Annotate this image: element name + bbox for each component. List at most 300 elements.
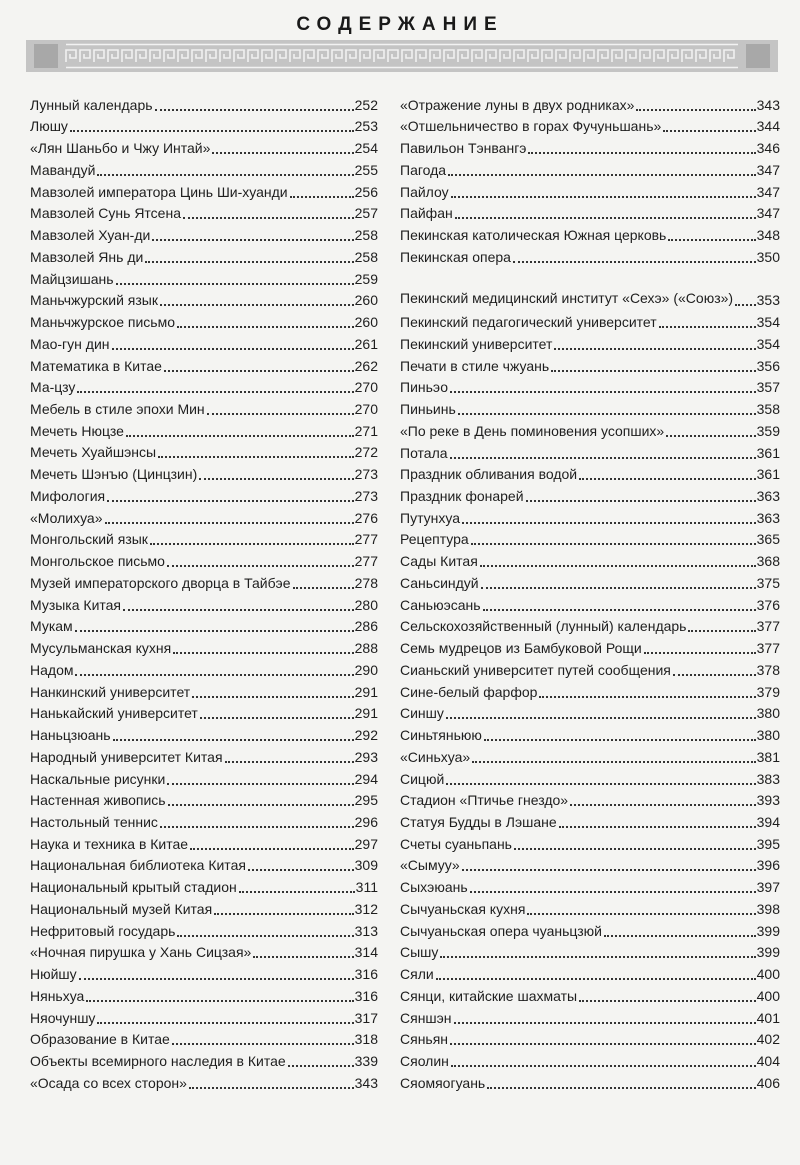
toc-entry-title: Мао-гун дин xyxy=(30,335,110,352)
toc-entry-page: 316 xyxy=(354,966,378,983)
toc-entry-page: 271 xyxy=(354,422,378,439)
dot-leader xyxy=(177,326,354,328)
dot-leader xyxy=(559,826,756,828)
toc-entry[interactable] xyxy=(30,701,378,723)
toc-entry-page: 380 xyxy=(756,727,780,744)
toc-entry[interactable] xyxy=(30,940,378,962)
toc-entry[interactable] xyxy=(400,788,780,810)
toc-entry[interactable] xyxy=(30,527,378,549)
toc-entry[interactable] xyxy=(400,527,780,549)
toc-entry[interactable] xyxy=(30,657,378,679)
toc-entry[interactable] xyxy=(30,266,378,288)
toc-entry[interactable] xyxy=(400,353,780,375)
toc-entry[interactable] xyxy=(400,940,780,962)
toc-entry-title: Мавзолей императора Цинь Ши-хуанди xyxy=(30,183,288,200)
dot-leader xyxy=(183,217,354,219)
dot-leader xyxy=(446,717,756,719)
toc-entry-page: 394 xyxy=(756,814,780,830)
toc-entry-page: 313 xyxy=(354,922,378,939)
toc-entry[interactable] xyxy=(400,440,780,462)
toc-entry-page: 348 xyxy=(756,227,780,244)
toc-entry-page: 293 xyxy=(354,748,378,765)
dot-leader xyxy=(462,869,756,871)
dot-leader xyxy=(152,239,353,241)
dot-leader xyxy=(173,652,353,654)
dot-leader xyxy=(112,348,354,350)
dot-leader xyxy=(450,391,756,393)
dot-leader xyxy=(526,500,756,502)
toc-entry[interactable] xyxy=(30,1027,378,1049)
toc-entry-page: 376 xyxy=(756,596,780,613)
toc-entry[interactable] xyxy=(400,92,780,114)
dot-leader xyxy=(579,478,756,480)
toc-entry[interactable] xyxy=(400,1048,780,1070)
toc-entry-page: 259 xyxy=(354,270,378,287)
toc-entry-title: Нюйшу xyxy=(30,966,77,983)
toc-entry[interactable] xyxy=(30,92,378,114)
toc-entry-title: Сельскохозяйственный (лунный) календарь xyxy=(400,618,687,635)
toc-entry-title: Саньюэсань xyxy=(400,596,481,613)
toc-entry-title: Пекинский медицинский институт «Сехэ» («Союз») xyxy=(400,289,734,306)
dot-leader xyxy=(160,304,354,306)
toc-entry-page: 354 xyxy=(756,335,780,352)
toc-entry-title: Музыка Китая xyxy=(30,596,122,613)
toc-entry[interactable] xyxy=(400,918,780,940)
page-title: СОДЕРЖАНИЕ xyxy=(296,14,504,35)
toc-entry-page: 288 xyxy=(354,640,378,657)
toc-entry[interactable] xyxy=(400,766,780,788)
toc-entry-page: 347 xyxy=(756,161,780,178)
toc-entry-title: Сышу xyxy=(400,944,439,961)
toc-entry-page: 257 xyxy=(354,205,378,222)
toc-entry-title: Сине-белый фарфор xyxy=(400,683,538,700)
dot-leader xyxy=(192,696,353,698)
toc-entry[interactable] xyxy=(30,440,378,462)
toc-entry-title: Павильон Тэнвангэ xyxy=(400,140,527,157)
dot-leader xyxy=(448,174,756,176)
dot-leader xyxy=(160,826,354,828)
dot-leader xyxy=(158,456,354,458)
toc-entry[interactable] xyxy=(30,1070,378,1092)
toc-entry-page: 277 xyxy=(354,531,378,548)
toc-entry-page: 256 xyxy=(354,183,378,200)
toc-entry[interactable] xyxy=(400,201,780,223)
dot-leader xyxy=(190,848,354,850)
toc-entry-page: 272 xyxy=(354,444,378,461)
toc-entry-title: Маньчжурское письмо xyxy=(30,314,175,331)
toc-entry[interactable] xyxy=(400,331,780,353)
toc-entry[interactable] xyxy=(30,201,378,223)
toc-entry-title: Сыхэюань xyxy=(400,879,468,896)
toc-entry[interactable] xyxy=(30,635,378,657)
toc-entry[interactable] xyxy=(30,918,378,940)
toc-entry-page: 309 xyxy=(354,857,378,874)
dot-leader xyxy=(126,435,354,437)
toc-entry-page: 383 xyxy=(756,770,780,787)
toc-entry-title: Национальная библиотека Китая xyxy=(30,857,246,874)
toc-entry-title: Рецептура xyxy=(400,531,469,548)
toc-entry-title: Мечеть Нюцзе xyxy=(30,422,124,439)
toc-entry-title: Праздник фонарей xyxy=(400,487,524,504)
toc-entry-title: Путунхуа xyxy=(400,509,460,526)
toc-entry-page: 402 xyxy=(756,1031,780,1048)
toc-entry-title: Пекинский педагогический университет xyxy=(400,314,657,331)
toc-entry-page: 393 xyxy=(756,792,780,809)
toc-entry-page: 397 xyxy=(756,879,780,896)
toc-entry-title: Лунный календарь xyxy=(30,96,153,113)
toc-entry[interactable] xyxy=(400,961,780,983)
toc-entry-title: Сяншэн xyxy=(400,1009,452,1026)
toc-entry-title: «Молихуа» xyxy=(30,509,103,526)
toc-entry-title: Пайлоу xyxy=(400,183,449,200)
toc-entry-title: Статуя Будды в Лэшане xyxy=(400,814,557,830)
toc-entry[interactable] xyxy=(400,309,780,331)
toc-entry[interactable] xyxy=(30,1005,378,1027)
toc-entry[interactable] xyxy=(400,679,780,701)
toc-entry-page: 350 xyxy=(756,248,780,265)
toc-entry[interactable] xyxy=(400,114,780,136)
toc-entry-page: 273 xyxy=(354,487,378,504)
dot-leader xyxy=(436,978,756,980)
toc-entry-title: Пекинская опера xyxy=(400,248,511,265)
toc-left-column xyxy=(30,92,378,1092)
toc-entry-title: Няочуншу xyxy=(30,1009,96,1026)
dot-leader xyxy=(116,283,354,285)
dot-leader xyxy=(248,869,354,871)
toc-entry[interactable] xyxy=(30,288,378,310)
dot-leader xyxy=(155,109,354,111)
toc-entry-page: 378 xyxy=(756,661,780,678)
toc-entry-title: Праздник обливания водой xyxy=(400,466,578,483)
toc-entry-title: Нанкинский университет xyxy=(30,683,191,700)
toc-entry[interactable] xyxy=(30,135,378,157)
toc-entry-page: 381 xyxy=(756,748,780,765)
toc-entry-page: 377 xyxy=(756,640,780,657)
toc-entry-page: 273 xyxy=(354,466,378,483)
dot-leader xyxy=(207,413,354,415)
toc-entry[interactable] xyxy=(400,505,780,527)
dot-leader xyxy=(440,956,755,958)
dot-leader xyxy=(579,1000,756,1002)
toc-entry[interactable] xyxy=(400,896,780,918)
toc-entry-page: 375 xyxy=(756,574,780,591)
toc-entry-page: 344 xyxy=(756,118,780,135)
dot-leader xyxy=(288,1065,354,1067)
toc-entry-title: Люшу xyxy=(30,118,68,135)
toc-entry[interactable] xyxy=(400,570,780,592)
toc-entry-title: Национальный крытый стадион xyxy=(30,879,237,896)
toc-entry-page: 363 xyxy=(756,509,780,526)
toc-entry[interactable] xyxy=(30,874,378,896)
dot-leader xyxy=(455,217,756,219)
toc-entry-page: 262 xyxy=(354,357,378,374)
toc-entry-page: 270 xyxy=(354,401,378,418)
toc-entry[interactable] xyxy=(30,353,378,375)
dot-leader xyxy=(604,935,756,937)
toc-entry[interactable] xyxy=(400,375,780,397)
toc-entry-page: 361 xyxy=(756,466,780,483)
toc-entry[interactable] xyxy=(400,1070,780,1092)
dot-leader xyxy=(554,348,755,350)
toc-entry-title: Пиньинь xyxy=(400,401,456,418)
toc-entry-title: Сычуаньская опера чуаньцзюй xyxy=(400,922,602,939)
toc-entry-page: 358 xyxy=(756,401,780,418)
toc-entry[interactable] xyxy=(30,309,378,331)
toc-entry-title: Наньцзюань xyxy=(30,727,111,744)
toc-entry-page: 258 xyxy=(354,227,378,244)
toc-entry-title: Няньхуа xyxy=(30,987,85,1004)
dot-leader xyxy=(113,739,354,741)
toc-entry[interactable] xyxy=(400,396,780,418)
toc-entry[interactable] xyxy=(400,635,780,657)
toc-entry-page: 343 xyxy=(354,1074,378,1091)
dot-leader xyxy=(77,391,353,393)
dot-leader xyxy=(79,978,354,980)
toc-entry-title: Монгольское письмо xyxy=(30,553,165,570)
toc-entry-title: Нефритовый государь xyxy=(30,922,176,939)
dot-leader xyxy=(212,152,353,154)
toc-entry-title: Потала xyxy=(400,444,448,461)
toc-entry-page: 347 xyxy=(756,183,780,200)
toc-entry[interactable] xyxy=(30,766,378,788)
toc-entry[interactable] xyxy=(400,483,780,505)
toc-entry[interactable] xyxy=(30,548,378,570)
toc-entry-title: Сычуаньская кухня xyxy=(400,900,526,917)
dot-leader xyxy=(214,913,353,915)
toc-entry-page: 255 xyxy=(354,161,378,178)
dot-leader xyxy=(97,174,353,176)
dot-leader xyxy=(105,522,354,524)
toc-entry[interactable] xyxy=(30,1048,378,1070)
toc-right-column xyxy=(400,92,780,1092)
toc-entry[interactable] xyxy=(30,505,378,527)
toc-entry[interactable] xyxy=(30,461,378,483)
toc-entry[interactable] xyxy=(400,548,780,570)
toc-entry-page: 377 xyxy=(756,618,780,635)
dot-leader xyxy=(487,1087,755,1089)
dot-leader xyxy=(668,239,755,241)
toc-entry-page: 395 xyxy=(756,835,780,852)
toc-entry-page: 297 xyxy=(354,835,378,852)
toc-entry-title: Надом xyxy=(30,661,74,678)
toc-entry[interactable] xyxy=(30,853,378,875)
toc-entry-page: 380 xyxy=(756,705,780,722)
toc-entry[interactable] xyxy=(400,244,780,266)
toc-entry-title: Настенная живопись xyxy=(30,792,166,809)
toc-entry[interactable] xyxy=(30,679,378,701)
toc-entry[interactable] xyxy=(400,1027,780,1049)
dot-leader xyxy=(570,804,756,806)
dot-leader xyxy=(199,478,353,480)
dot-leader xyxy=(462,522,756,524)
toc-entry-page: 361 xyxy=(756,444,780,461)
toc-entry-title: Объекты всемирного наследия в Китае xyxy=(30,1053,286,1070)
toc-entry-title: Пайфан xyxy=(400,205,453,222)
toc-entry[interactable] xyxy=(400,179,780,201)
toc-entry[interactable] xyxy=(30,483,378,505)
toc-entry[interactable] xyxy=(30,614,378,636)
toc-entry-title: Мусульманская кухня xyxy=(30,640,172,657)
toc-entry[interactable] xyxy=(400,983,780,1005)
toc-entry-page: 379 xyxy=(756,683,780,700)
toc-entry-title: Мавзолей Сунь Ятсена xyxy=(30,205,181,222)
toc-entry-title: Сяомяогуань xyxy=(400,1074,486,1091)
toc-entry-page: 290 xyxy=(354,661,378,678)
dot-leader xyxy=(290,196,354,198)
toc-entry-title: «Осада со всех сторон» xyxy=(30,1074,187,1091)
dot-leader xyxy=(177,935,353,937)
dot-leader xyxy=(454,1022,756,1024)
toc-entry-title: Музей императорского дворца в Тайбэе xyxy=(30,574,291,591)
dot-leader xyxy=(167,783,353,785)
dot-leader xyxy=(527,913,755,915)
toc-entry-page: 252 xyxy=(354,96,378,113)
toc-entry[interactable] xyxy=(400,418,780,440)
toc-entry[interactable] xyxy=(400,831,780,853)
toc-entry[interactable] xyxy=(30,744,378,766)
toc-entry-title: Стадион «Птичье гнездо» xyxy=(400,792,569,809)
toc-entry[interactable] xyxy=(400,853,780,875)
toc-entry-title: Маньчжурский язык xyxy=(30,292,158,309)
toc-entry-page: 278 xyxy=(354,574,378,591)
toc-entry-page: 316 xyxy=(354,987,378,1004)
dot-leader xyxy=(666,435,755,437)
dot-leader xyxy=(483,609,756,611)
toc-entry-page: 400 xyxy=(756,987,780,1004)
toc-entry[interactable] xyxy=(30,418,378,440)
toc-entry-page: 354 xyxy=(756,314,780,331)
toc-entry[interactable] xyxy=(400,157,780,179)
toc-entry-page: 401 xyxy=(756,1009,780,1026)
dot-leader xyxy=(451,196,756,198)
dot-leader xyxy=(451,1065,756,1067)
toc-entry-title: Сицюй xyxy=(400,770,445,787)
toc-entry-page: 399 xyxy=(756,944,780,961)
toc-entry-page: 404 xyxy=(756,1053,780,1070)
dot-leader xyxy=(513,261,756,263)
toc-entry[interactable] xyxy=(30,722,378,744)
toc-entry-page: 296 xyxy=(354,813,378,830)
toc-entry-page: 254 xyxy=(354,140,378,157)
dot-leader xyxy=(470,891,756,893)
toc-entry-title: Синьтяньюю xyxy=(400,727,482,744)
toc-entry[interactable] xyxy=(400,222,780,244)
toc-entry[interactable] xyxy=(30,896,378,918)
toc-entry-title: Пекинская католическая Южная церковь xyxy=(400,227,667,244)
toc-entry-page: 291 xyxy=(354,683,378,700)
dot-leader xyxy=(172,1043,354,1045)
dot-leader xyxy=(688,630,755,632)
toc-entry-page: 363 xyxy=(756,487,780,504)
dot-leader xyxy=(107,500,354,502)
dot-leader xyxy=(75,674,353,676)
toc-entry[interactable] xyxy=(400,266,780,310)
toc-entry[interactable] xyxy=(400,722,780,744)
dot-leader xyxy=(167,565,354,567)
dot-leader xyxy=(673,674,756,676)
toc-entry[interactable] xyxy=(400,701,780,723)
toc-entry[interactable] xyxy=(30,244,378,266)
toc-entry-title: «Сымуу» xyxy=(400,857,460,874)
toc-entry[interactable] xyxy=(400,462,780,484)
dot-leader xyxy=(528,152,755,154)
dot-leader xyxy=(86,1000,353,1002)
toc-entry-title: Мифология xyxy=(30,487,106,504)
toc-entry-page: 270 xyxy=(354,379,378,396)
toc-entry-title: «Ночная пирушка у Хань Сицзая» xyxy=(30,944,252,961)
toc-entry-title: Синшу xyxy=(400,705,444,722)
dot-leader xyxy=(659,326,756,328)
toc-entry-page: 292 xyxy=(354,727,378,744)
toc-entry[interactable] xyxy=(400,874,780,896)
toc-entry[interactable] xyxy=(30,983,378,1005)
toc-entry[interactable] xyxy=(400,657,780,679)
toc-entry-page: 291 xyxy=(354,705,378,722)
toc-entry-title: Монгольский язык xyxy=(30,531,148,548)
dot-leader xyxy=(472,761,755,763)
toc-entry[interactable] xyxy=(400,135,780,157)
toc-entry-title: Нанькайский университет xyxy=(30,705,198,722)
toc-entry[interactable] xyxy=(30,809,378,831)
toc-entry[interactable] xyxy=(30,331,378,353)
toc-entry-page: 314 xyxy=(354,944,378,961)
toc-entry[interactable] xyxy=(400,809,780,831)
toc-entry-page: 311 xyxy=(355,879,378,896)
toc-entry[interactable] xyxy=(30,157,378,179)
toc-entry[interactable] xyxy=(400,614,780,636)
toc-entry-page: 398 xyxy=(756,900,780,917)
toc-entry-page: 399 xyxy=(756,922,780,939)
dot-leader xyxy=(636,109,755,111)
toc-entry-title: Образование в Китае xyxy=(30,1031,170,1048)
toc-entry-page: 294 xyxy=(354,770,378,787)
toc-entry[interactable] xyxy=(400,592,780,614)
dot-leader xyxy=(293,587,354,589)
toc-entry[interactable] xyxy=(400,744,780,766)
toc-entry[interactable] xyxy=(30,570,378,592)
toc-entry[interactable] xyxy=(30,831,378,853)
dot-leader xyxy=(145,261,353,263)
toc-entry-title: Мукам xyxy=(30,618,73,635)
toc-entry-title: Наука и техника в Китае xyxy=(30,835,189,852)
toc-entry-page: 260 xyxy=(354,314,378,331)
toc-entry-page: 368 xyxy=(756,553,780,570)
toc-entry-page: 317 xyxy=(354,1009,378,1026)
toc-entry[interactable] xyxy=(30,961,378,983)
toc-entry-title: Сяолин xyxy=(400,1053,449,1070)
toc-entry-page: 253 xyxy=(354,118,378,135)
dot-leader xyxy=(200,717,354,719)
toc-entry-page: 276 xyxy=(354,509,378,526)
toc-entry[interactable] xyxy=(30,179,378,201)
toc-entry-page: 346 xyxy=(756,140,780,157)
toc-entry[interactable] xyxy=(400,1005,780,1027)
toc-entry-title: «Синьхуа» xyxy=(400,748,471,765)
dot-leader xyxy=(189,1087,354,1089)
toc-entry[interactable] xyxy=(30,114,378,136)
toc-entry[interactable] xyxy=(30,788,378,810)
toc-entry-title: Математика в Китае xyxy=(30,357,162,374)
toc-entry-title: Настольный теннис xyxy=(30,813,158,830)
toc-entry[interactable] xyxy=(30,222,378,244)
toc-entry-title: Пагода xyxy=(400,161,447,178)
toc-entry[interactable] xyxy=(30,375,378,397)
toc-entry[interactable] xyxy=(30,396,378,418)
toc-entry-page: 286 xyxy=(354,618,378,635)
toc-entry-title: «Отшельничество в горах Фучуньшань» xyxy=(400,118,662,135)
toc-entry[interactable] xyxy=(30,592,378,614)
dot-leader xyxy=(253,956,353,958)
